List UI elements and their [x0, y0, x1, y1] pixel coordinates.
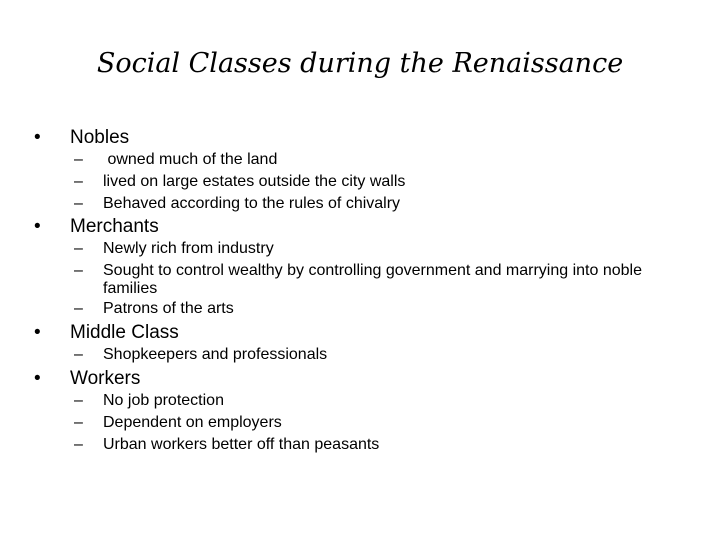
dash-icon: –: [74, 392, 83, 409]
dash-icon: –: [74, 240, 83, 257]
bullet-icon: •: [34, 368, 41, 389]
dash-icon: –: [74, 151, 83, 168]
dash-icon: –: [74, 262, 83, 279]
dash-icon: –: [74, 346, 83, 363]
list-item-text: Dependent on employers: [103, 414, 282, 431]
list-item: [74, 240, 674, 258]
section-heading-label: Middle Class: [70, 322, 179, 343]
list-item: [74, 151, 674, 169]
list-item-text: owned much of the land: [103, 151, 278, 168]
list-item: [74, 346, 674, 364]
list-item-text: Behaved according to the rules of chivalry: [103, 195, 401, 212]
dash-icon: –: [74, 300, 83, 317]
dash-icon: –: [74, 414, 83, 431]
bullet-icon: •: [34, 216, 41, 237]
list-item: [74, 392, 674, 410]
bullet-icon: •: [34, 127, 41, 148]
list-item-text: lived on large estates outside the city walls: [103, 173, 406, 190]
section-heading-label: Nobles: [70, 127, 130, 148]
dash-icon: –: [74, 436, 83, 453]
list-item: [74, 262, 674, 298]
list-item-text: No job protection: [103, 392, 224, 409]
slide-title: Social Classes during the Renaissance: [96, 48, 624, 79]
list-item-text: Urban workers better off than peasants: [103, 436, 380, 453]
dash-icon: –: [74, 173, 83, 190]
list-item-text: Shopkeepers and professionals: [103, 346, 328, 363]
section-heading-label: Workers: [70, 368, 141, 389]
list-item: [74, 436, 674, 454]
list-item-text: Sought to control wealthy by controlling government and marrying into noble families: [103, 262, 642, 297]
bullet-icon: •: [34, 322, 41, 343]
section-heading-label: Merchants: [70, 216, 159, 237]
list-item: [74, 195, 674, 213]
list-item: [74, 414, 674, 432]
list-item-text: Patrons of the arts: [103, 300, 234, 317]
list-item: [74, 300, 674, 318]
list-item: [74, 173, 674, 191]
list-item-text: Newly rich from industry: [103, 240, 274, 257]
dash-icon: –: [74, 195, 83, 212]
